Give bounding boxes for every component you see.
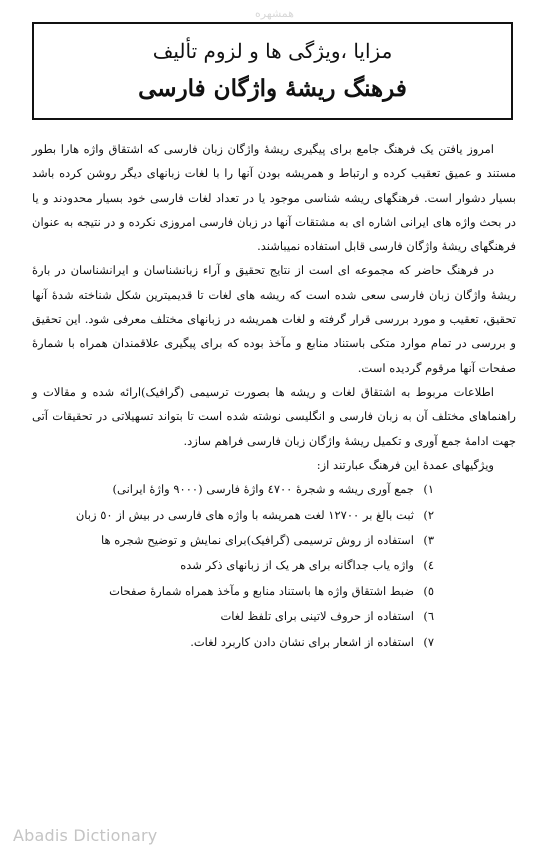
list-item (32, 477, 516, 502)
top-watermark: همشهره (255, 7, 294, 20)
title-box (32, 22, 513, 120)
list-number: ٣) (423, 532, 434, 547)
list-item (32, 503, 516, 528)
list-number: ٥) (423, 583, 434, 598)
list-item (32, 604, 516, 629)
paragraph-features-heading: ويژگيهای عمدهٔ اين فرهنگ عبارتند از: (316, 457, 494, 472)
list-item (32, 528, 516, 553)
list-number: ٧) (423, 634, 434, 649)
list-text: واژه ياب جداگانه برای هر يک از زبانهای ذکر شده (180, 558, 414, 573)
list-number: ٦) (423, 609, 434, 624)
list-item (32, 553, 516, 578)
features-list (32, 477, 516, 655)
list-item (32, 579, 516, 604)
document-body (32, 137, 516, 655)
footer-watermark: Abadis Dictionary (13, 826, 158, 845)
paragraph-intro: امروز يافتن يک فرهنگ جامع برای پيگيری ريشهٔ واژگان زبان فارسی که اشتقاق واژه هارا بطور مستند و عميق تعقيب کرده و ارتباط و همريشه بودن آنها را با لغات زبانهای ديگر روشن کرده باشد بسيار دشوار است. فرهنگهای ريشه شناسی موجود يا در تعداد لغات فارسی خود بسيار محدودند و يا در بحث واژه های ايرانی اشاره ای به مشتقات آنها در زبان فارسی امروزی نکرده و در نتيجه به عنوان فرهنگهای ريشهٔ واژگان فارسی قابل استفاده نميباشند. (32, 142, 516, 254)
list-number: ١) (423, 482, 434, 497)
list-text: ثبت بالغ بر ١٢٧٠٠ لغت همريشه با واژه های فارسی در بيش از ٥٠ زبان (75, 507, 414, 522)
list-text: استفاده از روش ترسيمی (گرافيک)برای نمايش و توضيح شجره ها (100, 532, 414, 547)
list-text: ضبط اشتقاق واژه ها باستناد منابع و مآخذ همراه شمارهٔ صفحات (109, 583, 414, 598)
list-number: ٢) (423, 507, 434, 522)
title-line-1: مزايا ،ويژگی ها و لزوم تأليف (152, 39, 393, 63)
list-text: جمع آوری ريشه و شجرهٔ ٤٧٠٠ واژهٔ فارسی (٩٠٠٠ واژهٔ ايرانی) (112, 482, 414, 497)
paragraph-graphics: اطلاعات مربوط به اشتقاق لغات و ريشه ها بصورت ترسيمی (گرافيک)ارائه شده و مقالات و راهنماهای مختلف آن به زبان فارسی و انگليسی نوشته شده است تا بتواند تسهيلاتی در تحقيقات آتی جهت ادامهٔ جمع آوری و تکميل ريشهٔ واژگان زبان فارسی فراهم سازد. (32, 384, 516, 448)
list-item (32, 630, 516, 655)
list-text: استفاده از حروف لاتينی برای تلفظ لغات (220, 609, 414, 624)
list-number: ٤) (423, 558, 434, 573)
list-text: استفاده از اشعار برای نشان دادن کاربرد لغات. (190, 634, 414, 649)
paragraph-research: در فرهنگ حاضر که مجموعه ای است از نتايج تحقيق و آراء زبانشناسان و ايرانشناسان در بارهٔ ريشهٔ واژگان زبان فارسی سعی شده است که ريشه های لغات تا قديميترين شکل شناخته شدهٔ آنها تحقيق، تعقيب و مورد بررسی قرار گرفته و لغات همريشه در زبانهای مختلف معرفی شود. اين تحقيق و بررسی در تمام موارد متکی باستناد منابع و مآخذ بوده که برای پيگيری علاقمندان همراه با شمارهٔ صفحات آنها مرقوم گرديده است. (32, 263, 516, 375)
title-line-2: فرهنگ ريشهٔ واژگان فارسی (138, 75, 407, 102)
